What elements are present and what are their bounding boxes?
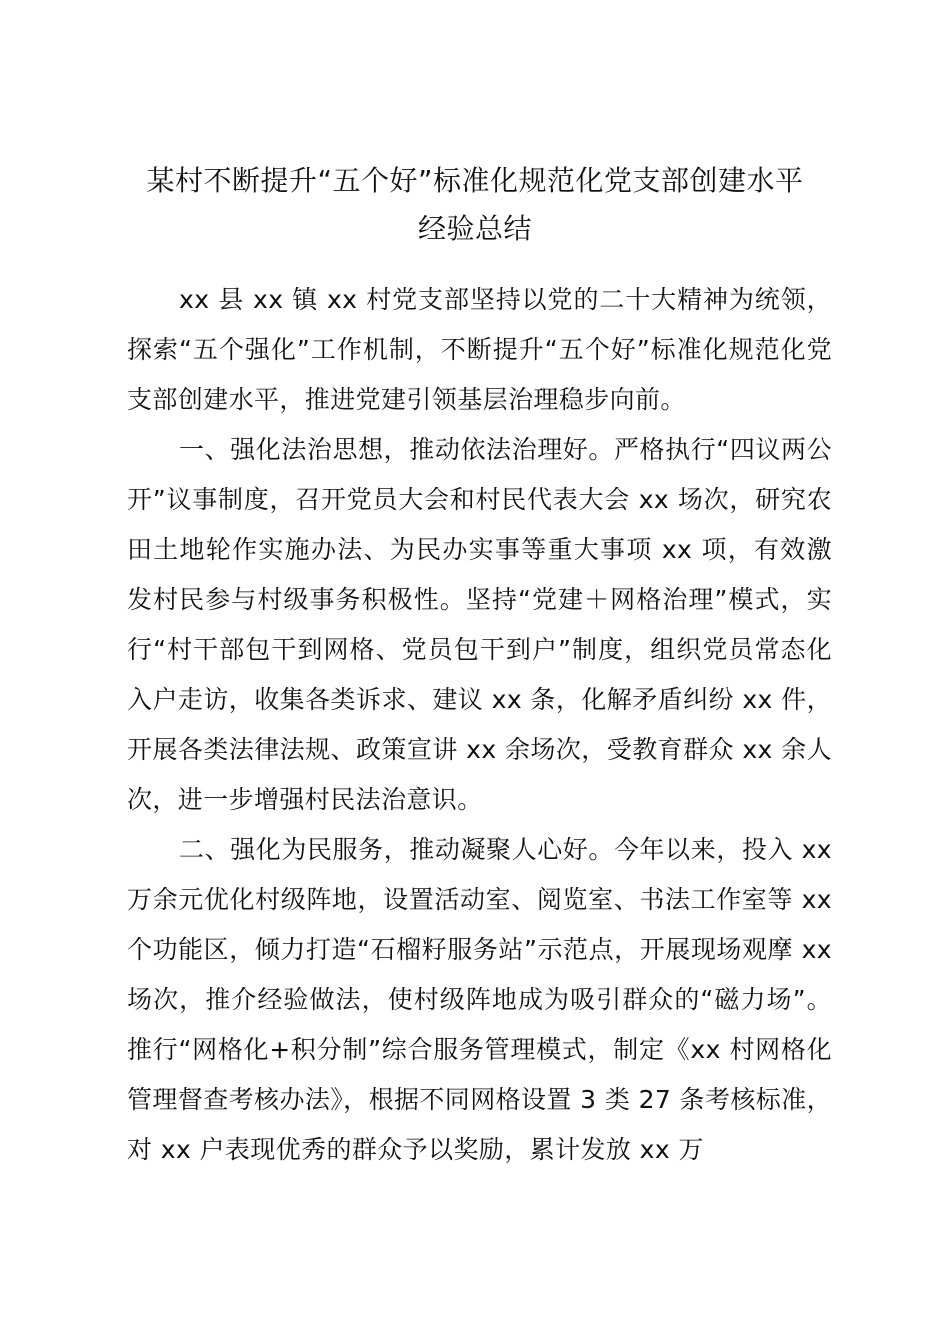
paragraph-intro: xx 县 xx 镇 xx 村党支部坚持以党的二十大精神为统领，探索“五个强化”工作机制，不断提升“五个好”标准化规范化党支部创建水平，推进党建引领基层治理稳步向前。 bbox=[127, 285, 832, 414]
document-body bbox=[127, 275, 832, 1175]
document-title-line-2: 经验总结 bbox=[417, 212, 532, 245]
document-title-line-1: 某村不断提升“五个好”标准化规范化党支部创建水平 bbox=[146, 164, 804, 197]
paragraph-section-2: 二、强化为民服务，推动凝聚人心好。今年以来，投入 xx 万余元优化村级阵地，设置活动室、阅览室、书法工作室等 xx 个功能区，倾力打造“石榴籽服务站”示范点，开展现场观摩 xx 场次，推介经验做法，使村级阵地成为吸引群众的“磁力场”。推行“网格化+积分制”综合服务管理模式，制定《xx 村网格化管理督查考核办法》，根据不同网格设置 3 类 27 条考核标准，对 xx 户表现优秀的群众予以奖励，累计发放 xx 万 bbox=[127, 835, 832, 1164]
paragraph-section-1: 一、强化法治思想，推动依法治理好。严格执行“四议两公开”议事制度，召开党员大会和村民代表大会 xx 场次，研究农田土地轮作实施办法、为民办实事等重大事项 xx 项，有效激发村民参与村级事务积极性。坚持“党建＋网格治理”模式，实行“村干部包干到网格、党员包干到户”制度，组织党员常态化入户走访，收集各类诉求、建议 xx 条，化解矛盾纠纷 xx 件，开展各类法律法规、政策宣讲 xx 余场次，受教育群众 xx 余人次，进一步增强村民法治意识。 bbox=[127, 435, 832, 814]
